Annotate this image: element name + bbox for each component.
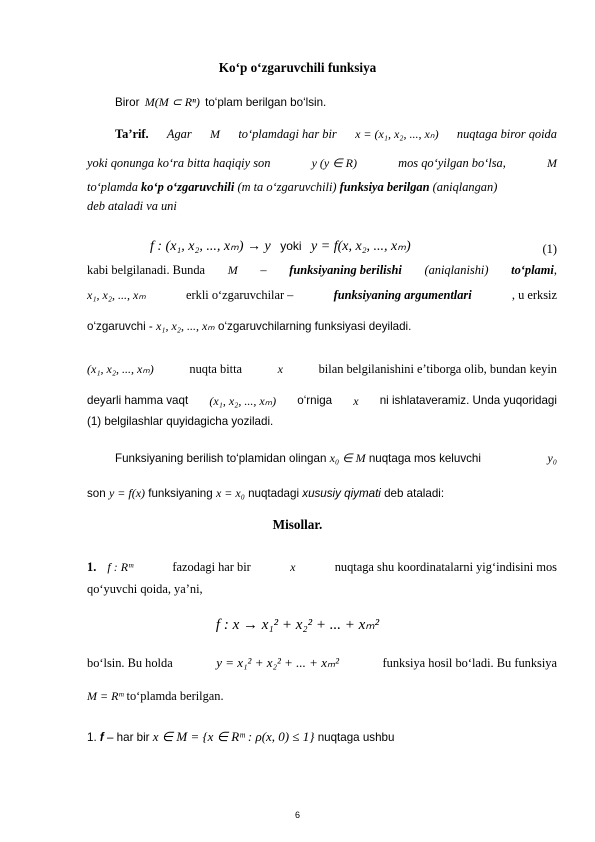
paragraph-2-line-2: x₁, x₂, ..., xₘ erkli o‘zgaruvchilar – funksiyaning argumentlari , u erksiz [87, 288, 557, 302]
examples-heading: Misollar. [272, 517, 323, 532]
definition-line-4: deb ataladi va uni [87, 199, 177, 213]
example-1-line-4: M = Rᵐ to‘plamda berilgan. [87, 689, 224, 703]
definition-line-1: Ta’rif. Agar M to‘plamdagi har bir x = (x₁, x₂, ..., xₙ) nuqtaga biror qoida [115, 127, 557, 141]
page-title: Ko‘p o‘zgaruvchili funksiya [218, 60, 377, 75]
paragraph-2-line-3: o‘zgaruvchi - x₁, x₂, ..., xₘ o‘zgaruvchilarning funksiyasi deyiladi. [87, 319, 412, 333]
paragraph-4-line-2: son y = f(x) funksiyaning x = x₀ nuqtadagi xususiy qiymati deb ataladi: [87, 486, 445, 500]
equation-number: (1) [542, 242, 557, 256]
item-1-line: 1. f – har bir x ∈ M = {x ∈ Rᵐ : ρ(x, 0) ≤ 1} nuqtaga ushbu [87, 729, 395, 744]
paragraph-3-line-1: (x₁, x₂, ..., xₘ) nuqta bitta x bilan belgilanishini e’tiborga olib, bundan keyin [87, 362, 557, 376]
definition-line-2: yoki qonunga ko‘ra bitta haqiqiy son y (y ∈ R) mos qo‘yilgan bo‘lsa, M [87, 156, 557, 170]
paragraph-2-line-1: kabi belgilanadi. Bunda M – funksiyaning berilishi (aniqlanishi) to‘plami, [87, 263, 557, 277]
example-1-line-2: qo‘yuvchi qoida, ya’ni, [87, 582, 203, 596]
definition-line-3: to‘plamda ko‘p o‘zgaruvchili (m ta o‘zgaruvchili) funksiya berilgan (aniqlangan) [87, 180, 498, 194]
paragraph-3-line-3: (1) belgilashlar quyidagicha yoziladi. [87, 415, 274, 428]
paragraph-4-line-1: Funksiyaning berilish to‘plamidan olingan x₀ ∈ M nuqtaga mos keluvchi y₀ [115, 451, 557, 465]
paragraph-3-line-2: deyarli hamma vaqt (x₁, x₂, ..., xₘ) o‘rniga x ni ishlataveramiz. Unda yuqoridagi [87, 394, 557, 408]
page-number: 6 [294, 810, 300, 820]
example-1-line-3: bo‘lsin. Bu holda y = x₁² + x₂² + ... + xₘ² funksiya hosil bo‘ladi. Bu funksiya [87, 655, 557, 670]
example-1-formula: f : x → x₁² + x₂² + ... + xₘ² [215, 617, 380, 633]
example-1-line-1: 1. f : Rᵐ fazodagi har bir x nuqtaga shu koordinatalarni yig‘indisini mos [87, 560, 557, 574]
formula-1: f : (x₁, x₂, ..., xₘ) → y yoki y = f(x, x₂, ..., xₘ) [150, 239, 411, 254]
paragraph-intro: Biror M(M ⊂ Rⁿ) to‘plam berilgan bo‘lsin. [115, 95, 327, 109]
